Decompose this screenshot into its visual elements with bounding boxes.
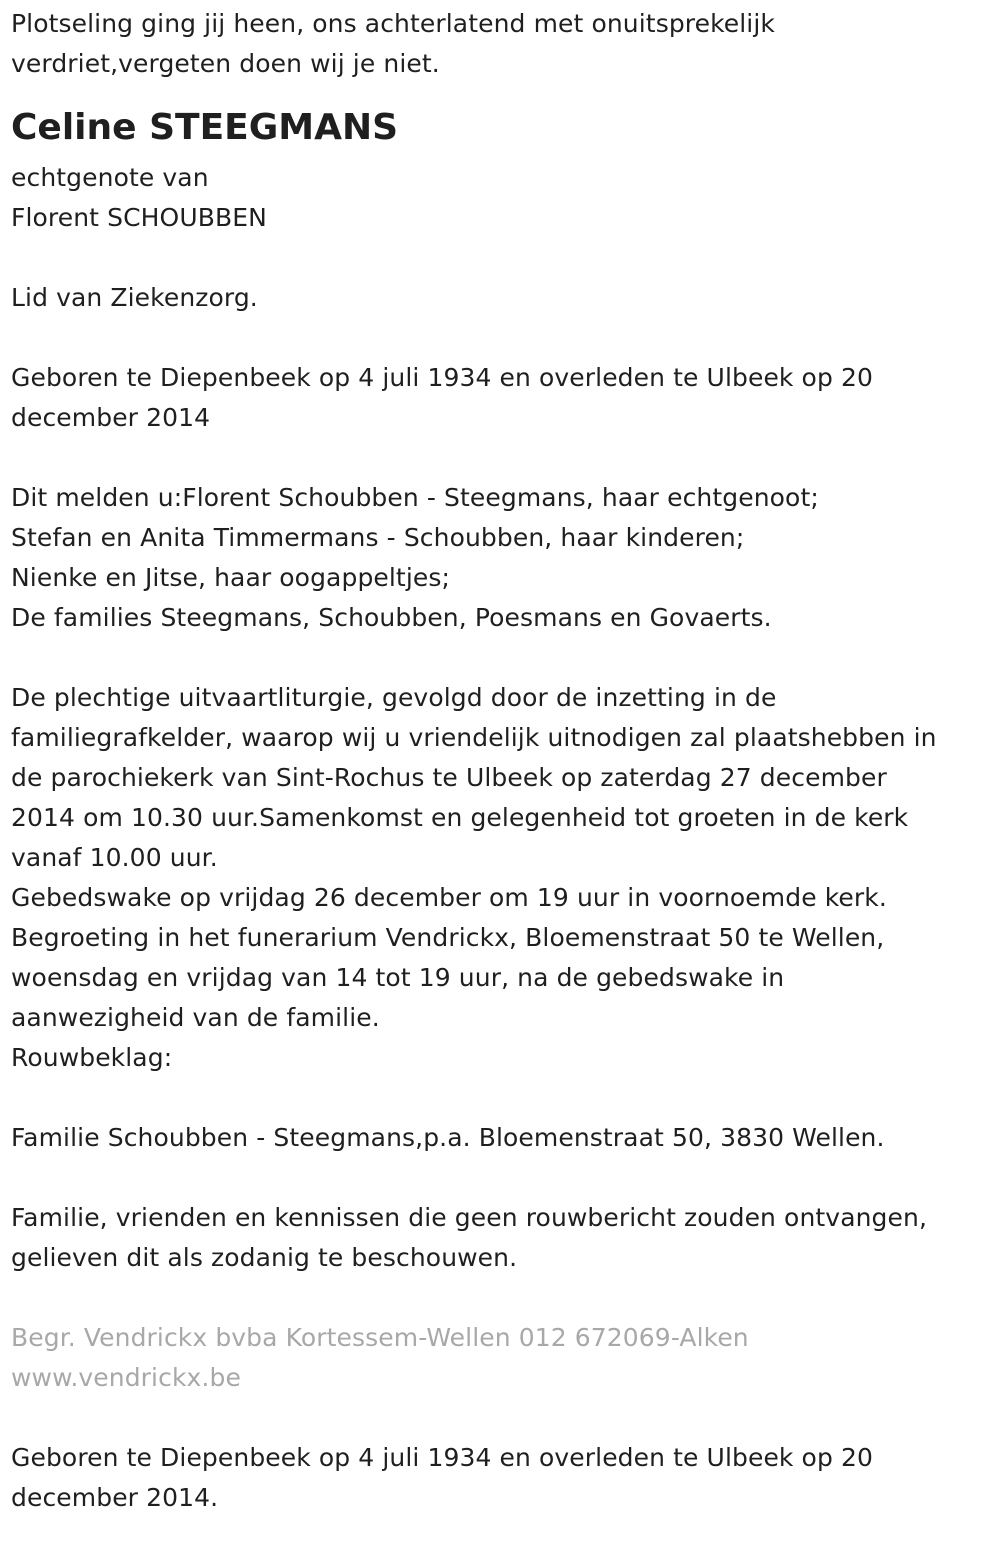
announcer-line: Nienke en Jitse, haar oogappeltjes; — [11, 563, 451, 592]
announcer-line: Stefan en Anita Timmermans - Schoubben, haar kinderen; — [11, 523, 745, 552]
notice-line: gelieven dit als zodanig te beschouwen. — [11, 1243, 518, 1272]
undertaker-website: www.vendrickx.be — [11, 1363, 241, 1392]
birth-death-line: december 2014 — [11, 403, 211, 432]
spacer — [11, 318, 988, 358]
membership-text: Lid van Ziekenzorg. — [11, 283, 258, 312]
footer-birth-death-line: Geboren te Diepenbeek op 4 juli 1934 en overleden te Ulbeek op 20 — [11, 1443, 873, 1472]
spacer — [11, 238, 988, 278]
service-line: aanwezigheid van de familie. — [11, 1003, 380, 1032]
spacer — [11, 638, 988, 678]
condolence-heading: Rouwbeklag: — [11, 1043, 173, 1072]
birth-death-line: Geboren te Diepenbeek op 4 juli 1934 en overleden te Ulbeek op 20 — [11, 363, 873, 392]
footer-birth-death-line: december 2014. — [11, 1483, 219, 1512]
spacer — [11, 1158, 988, 1198]
announcer-line: Dit melden u:Florent Schoubben - Steegmans, haar echtgenoot; — [11, 483, 819, 512]
condolence-address: Familie Schoubben - Steegmans,p.a. Bloemenstraat 50, 3830 Wellen. — [11, 1123, 885, 1152]
service-line: familiegrafkelder, waarop wij u vriendelijk uitnodigen zal plaatshebben in — [11, 723, 937, 752]
spacer — [11, 438, 988, 478]
spacer — [11, 1278, 988, 1318]
service-line: de parochiekerk van Sint-Rochus te Ulbeek op zaterdag 27 december — [11, 763, 887, 792]
spacer — [11, 1398, 988, 1438]
spouse-intro: echtgenote van — [11, 163, 209, 192]
service-line: Gebedswake op vrijdag 26 december om 19 uur in voornoemde kerk. — [11, 883, 887, 912]
announcer-line: De families Steegmans, Schoubben, Poesmans en Govaerts. — [11, 603, 772, 632]
notice-line: Familie, vrienden en kennissen die geen rouwbericht zouden ontvangen, — [11, 1203, 927, 1232]
service-line: Begroeting in het funerarium Vendrickx, Bloemenstraat 50 te Wellen, — [11, 923, 885, 952]
service-line: woensdag en vrijdag van 14 tot 19 uur, na de gebedswake in — [11, 963, 785, 992]
spouse-name: Florent SCHOUBBEN — [11, 203, 267, 232]
intro-line: verdriet,vergeten doen wij je niet. — [11, 49, 440, 78]
service-line: vanaf 10.00 uur. — [11, 843, 218, 872]
service-line: 2014 om 10.30 uur.Samenkomst en gelegenheid tot groeten in de kerk — [11, 803, 909, 832]
intro-line: Plotseling ging jij heen, ons achterlatend met onuitsprekelijk — [11, 9, 775, 38]
service-line: De plechtige uitvaartliturgie, gevolgd door de inzetting in de — [11, 683, 777, 712]
undertaker-info: Begr. Vendrickx bvba Kortessem-Wellen 012 672069-Alken — [11, 1323, 749, 1352]
spacer — [11, 1078, 988, 1118]
deceased-name: Celine STEEGMANS — [11, 107, 399, 148]
